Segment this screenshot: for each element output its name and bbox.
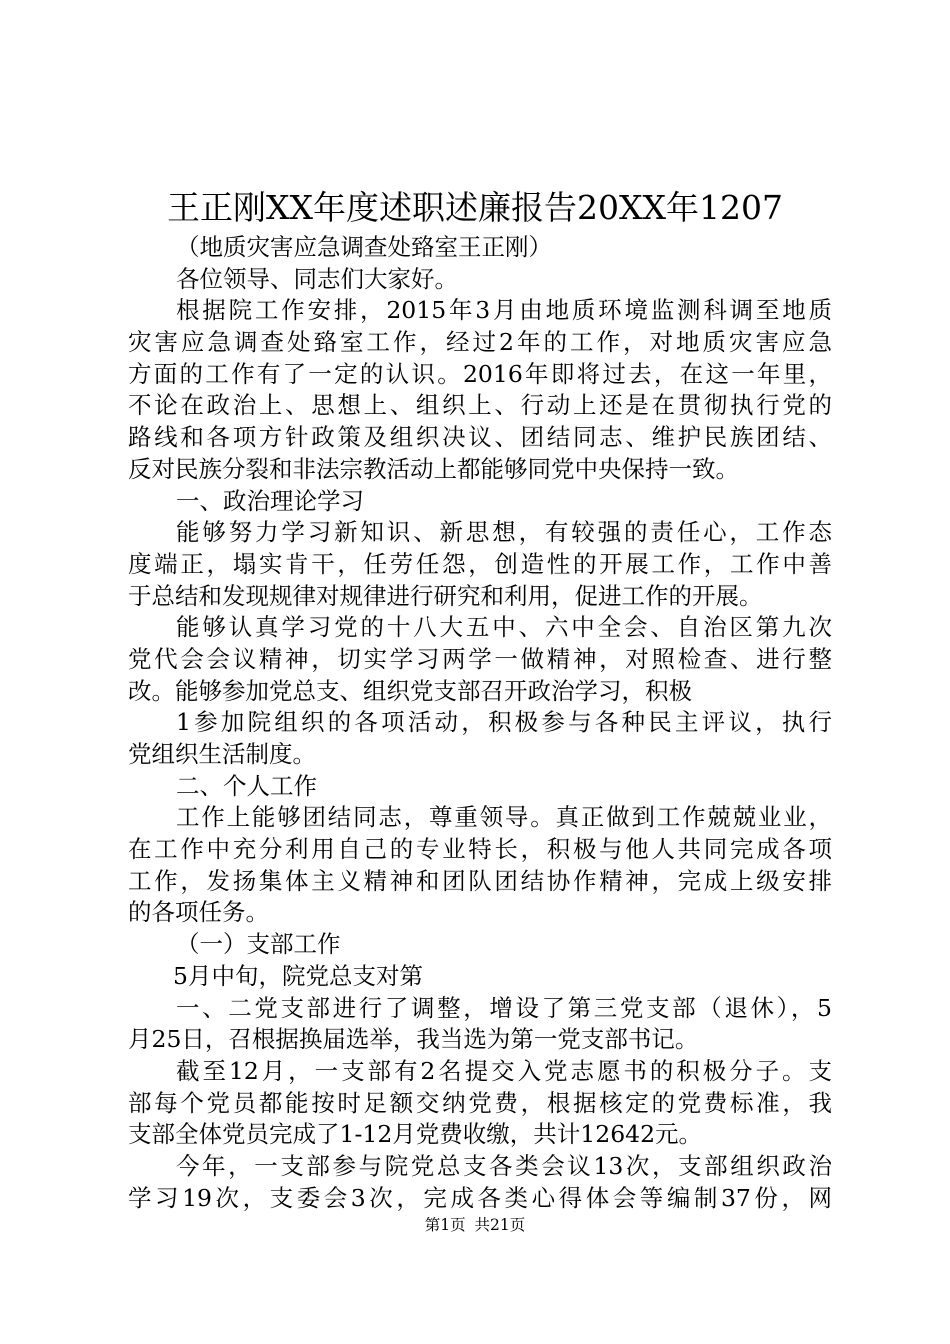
text-line: 月25日，召根据换届选举，我当选为第一党支部书记。 xyxy=(128,1025,699,1054)
document-body xyxy=(128,232,832,1214)
text-line: 截至12月，一支部有2名提交入党志愿书的积极分子。支 xyxy=(176,1056,832,1085)
text-line: 能够努力学习新知识、新思想，有较强的责任心，工作态 xyxy=(176,518,832,547)
text-line: （一）支部工作 xyxy=(176,930,341,959)
text-line: 一、政治理论学习 xyxy=(176,486,364,515)
text-line: 能够认真学习党的十八大五中、六中全会、自治区第九次 xyxy=(176,613,832,642)
text-line: 灾害应急调查处臵室工作，经过2年的工作，对地质灾害应急 xyxy=(128,328,832,357)
text-line: 学习19次，支委会3次，完成各类心得体会等编制37份，网 xyxy=(128,1183,832,1212)
text-line: 度端正，塌实肯干，任劳任怨，创造性的开展工作，工作中善 xyxy=(128,549,832,578)
text-line: 1参加院组织的各项活动，积极参与各种民主评议，执行 xyxy=(176,708,832,737)
text-line: 不论在政治上、思想上、组织上、行动上还是在贯彻执行党的 xyxy=(128,391,832,420)
text-line: 支部全体党员完成了1-12月党费收缴，共计12642元。 xyxy=(128,1120,703,1149)
text-line: 根据院工作安排，2015年3月由地质环境监测科调至地质 xyxy=(176,296,832,325)
text-line: 反对民族分裂和非法宗教活动上都能够同党中央保持一致。 xyxy=(128,454,739,483)
page-footer xyxy=(0,1213,950,1237)
text-line: 党代会会议精神，切实学习两学一做精神，对照检查、进行整 xyxy=(128,644,832,673)
page-number-current: 第1页 xyxy=(424,1216,466,1234)
text-line: 改。能够参加党总支、组织党支部召开政治学习，积极 xyxy=(128,676,692,705)
text-line: 工作上能够团结同志，尊重领导。真正做到工作兢兢业业， xyxy=(176,803,832,832)
text-line: 路线和各项方针政策及组织决议、团结同志、维护民族团结、 xyxy=(128,423,832,452)
text-line: 于总结和发现规律对规律进行研究和利用，促进工作的开展。 xyxy=(128,581,763,610)
text-line: （地质灾害应急调查处臵室王正刚） xyxy=(176,233,552,261)
page-number-total: 共21页 xyxy=(474,1216,526,1234)
text-line: 在工作中充分利用自己的专业特长，积极与他人共同完成各项 xyxy=(128,835,832,864)
text-line: 各位领导、同志们大家好。 xyxy=(176,264,458,293)
text-line: 工作，发扬集体主义精神和团队团结协作精神，完成上级安排 xyxy=(128,866,832,895)
text-line: 5月中旬，院党总支对第 xyxy=(173,961,423,990)
text-line: 党组织生活制度。 xyxy=(128,740,316,768)
document-title: 王正刚XX年度述职述廉报告20XX年1207 xyxy=(167,188,783,227)
text-line: 一、二党支部进行了调整，增设了第三党支部（退休），5 xyxy=(176,993,832,1022)
text-line: 的各项任务。 xyxy=(128,898,269,927)
text-line: 今年，一支部参与院党总支各类会议13次，支部组织政治 xyxy=(176,1151,832,1180)
text-line: 方面的工作有了一定的认识。2016年即将过去，在这一年里， xyxy=(128,359,832,388)
text-line: 二、个人工作 xyxy=(176,771,317,800)
text-line: 部每个党员都能按时足额交纳党费，根据核定的党费标准，我 xyxy=(128,1088,832,1117)
